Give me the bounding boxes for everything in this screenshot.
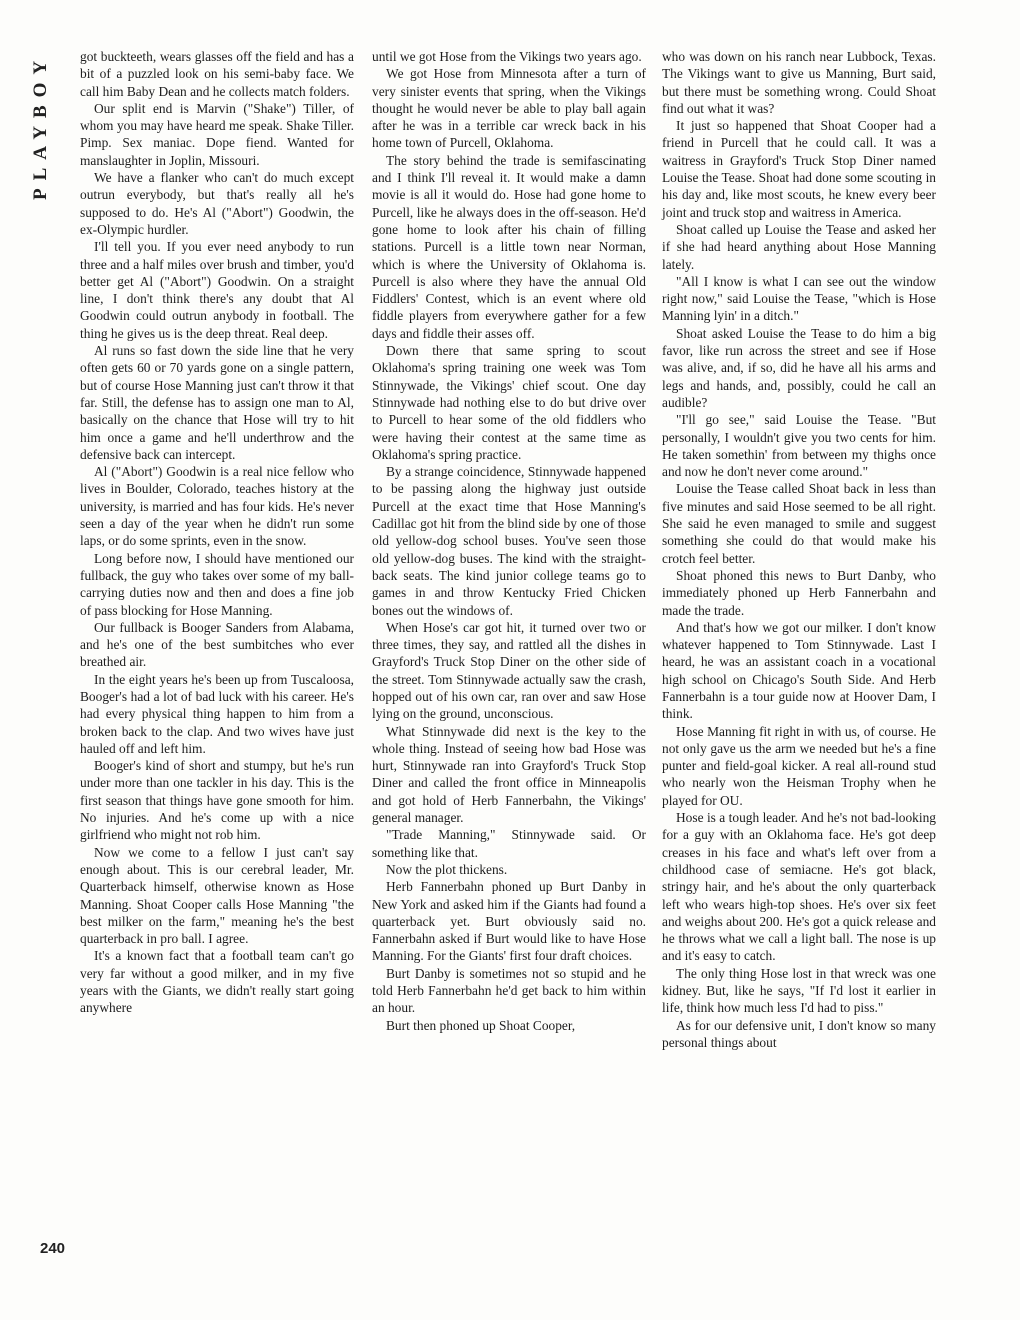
paragraph: Shoat called up Louise the Tease and asked her if she had heard anything about Hose Manning lately. <box>662 221 936 272</box>
paragraph: It's a known fact that a football team can't go very far without a good milker, and in my five years with the Giants, we didn't really start going anywhere <box>80 948 354 1016</box>
paragraph: Al runs so fast down the side line that he very often gets 60 or 70 yards gone on a single pattern, but of course Hose Manning just can't throw it that far. Still, the defense has to assign one man to Al, basically on the chance that Hose will try to hit him once a game and he'll underthrow and the defensive back can intercept. <box>80 343 354 462</box>
running-head <box>30 40 62 200</box>
paragraph: Down there that same spring to scout Oklahoma's spring training one week was Tom Stinnywade, the Vikings' chief scout. One day Stinnywade had nothing else to do but drive over to Purcell to hear some of the old fiddlers who were having their contest at the same time as Oklahoma's spring practice. <box>372 343 646 462</box>
paragraph: In the eight years he's been up from Tuscaloosa, Booger's had a lot of bad luck with his career. He's had every physical thing happen to him from a broken back to the clap. And two wives have just hauled off and left him. <box>80 671 354 756</box>
paragraph: "All I know is what I can see out the window right now," said Louise the Tease, "which is Hose Manning lyin' in a ditch." <box>662 273 936 324</box>
paragraph: By a strange coincidence, Stinnywade happened to be passing along the highway just outside Purcell at the exact time that Hose Manning's Cadillac got hit from the blind side by one of those old yellow-dog school buses. You've seen those old yellow-dog buses. The kind with the straight-back seats. The kind junior college teams go to games in and throw Kentucky Fried Chicken bones out the windows of. <box>372 464 646 618</box>
paragraph: Now we come to a fellow I just can't say enough about. This is our cerebral leader, Mr. Quarterback himself, otherwise known as Hose Manning. Shoat Cooper calls Hose Manning "the best milker on the farm," meaning he's the best quarterback in pro ball. I agree. <box>80 844 354 947</box>
paragraph: We got Hose from Minnesota after a turn of very sinister events that spring, when the Vikings thought he would never be able to play ball again after he was in a terrible car wreck back in his home town of Purcell, Oklahoma. <box>372 66 646 151</box>
paragraph: Now the plot thickens. <box>386 861 508 877</box>
text-column-2 <box>372 48 646 1034</box>
paragraph: We have a flanker who can't do much except outrun everybody, but that's really all he's supposed to do. He's Al ("Abort") Goodwin, the ex-Olympic hurdler. <box>80 170 354 237</box>
paragraph: until we got Hose from the Vikings two years ago. <box>372 49 642 64</box>
magazine-name: PLAYBOY <box>30 52 51 200</box>
text-column-1 <box>80 48 354 1017</box>
paragraph: When Hose's car got hit, it turned over two or three times, they say, and rattled all the dishes in Grayford's Truck Stop Diner on the other side of the street. Tom Stinnywade actually saw the crash, hopped out of his own car, ran over and saw Hose lying on the ground, unconscious. <box>372 619 646 722</box>
paragraph: Our fullback is Booger Sanders from Alabama, and he's one of the best sumbitches who ever breathed air. <box>80 619 354 670</box>
paragraph: "I'll go see," said Louise the Tease. "But personally, I wouldn't give you two cents for him. He taken somethin' from between my thighs once and now he don't never come around." <box>662 412 936 480</box>
paragraph: Hose is a tough leader. And he's not bad-looking for a guy with an Oklahoma face. He's got deep creases in his face and what's left over from a childhood case of semiacne. He's got black, stringy hair, and he's about the only quarterback left who wears high-top shoes. He's over six feet and weighs about 200. He's got a quick release and he throws what we call a light ball. The nose is up and it's easy to catch. <box>662 810 936 964</box>
paragraph: The story behind the trade is semifascinating and I think I'll reveal it. It would make a damn movie is all it would do. Hose had gone home to Purcell, like he always does in the off-season. He'd gone home to look after his chain of filling stations. Purcell is a little town near Norman, which is where the University of Oklahoma is. Purcell is also where they have the annual Old Fiddlers' Contest, which is an event where old fiddle players from everywhere gather for a few days and fiddle their asses off. <box>372 152 646 341</box>
paragraph: Long before now, I should have mentioned our fullback, the guy who takes over some of my ball-carrying duties now and then and does a fine job of pass blocking for Hose Manning. <box>80 550 354 618</box>
paragraph: Booger's kind of short and stumpy, but he's run under more than one tackler in his day. This is the first season that things have gone smooth for him. No injuries. And he's come up with a nice girlfriend who might not rob him. <box>80 758 354 843</box>
paragraph: Hose Manning fit right in with us, of course. He not only gave us the arm we needed but he's a fine punter and field-goal kicker. A real all-round stud who nearly won the Heisman Trophy when he played for OU. <box>662 723 936 808</box>
paragraph: got buckteeth, wears glasses off the field and has a bit of a puzzled look on his semi-baby face. We call him Baby Dean and he collects match folders. <box>80 49 354 99</box>
paragraph: Burt then phoned up Shoat Cooper, <box>386 1017 576 1033</box>
text-column-3 <box>662 48 936 1051</box>
page-number: 240 <box>40 1240 66 1257</box>
paragraph: It just so happened that Shoat Cooper had a friend in Purcell that he could call. It was a waitress in Grayford's Truck Stop Diner named Louise the Tease. Shoat had done some scouting in his day and, like most scouts, he knew every beer joint and truck stop and waitress in America. <box>662 118 936 220</box>
paragraph: Shoat asked Louise the Tease to do him a big favor, like run across the street and see if Hose was alive, and, if so, did he have all his arms and legs and hands, and, possibly, could he call an audible? <box>662 325 936 410</box>
paragraph: Herb Fannerbahn phoned up Burt Danby in New York and asked him if the Giants had found a quarterback yet. Burt obviously said no. Fannerbahn asked if Burt would like to have Hose Manning. For the Giants' first four draft choices. <box>372 879 646 964</box>
paragraph: Burt Danby is sometimes not so stupid and he told Herb Fannerbahn he'd get back to him within an hour. <box>372 965 646 1016</box>
paragraph: What Stinnywade did next is the key to the whole thing. Instead of seeing how bad Hose was hurt, Stinnywade ran into Grayford's Truck Stop Diner and called the front office in Minneapolis and got hold of Herb Fannerbahn, the Vikings' general manager. <box>372 723 646 826</box>
paragraph: I'll tell you. If you ever need anybody to run three and a half miles over brush and timber, you'd better get Al ("Abort") Goodwin. On a straight line, I don't think there's any doubt that Al Goodwin could outrun anybody in football. The thing he gives us is the deep threat. Real deep. <box>80 239 354 341</box>
paragraph: "Trade Manning," Stinnywade said. Or something like that. <box>372 827 646 860</box>
paragraph: Al ("Abort") Goodwin is a real nice fellow who lives in Boulder, Colorado, teaches history at the university, is married and has four kids. He's never seen a day of the year when he didn't run some laps, or do some sprints, even in the snow. <box>80 464 354 549</box>
paragraph: who was down on his ranch near Lubbock, Texas. The Vikings want to give us Manning, Burt said, but there must be something wrong. Could Shoat find out what it was? <box>662 49 936 116</box>
paragraph: As for our defensive unit, I don't know so many personal things about <box>662 1017 936 1050</box>
paragraph: And that's how we got our milker. I don't know whatever happened to Tom Stinnywade. Last I heard, he was an assistant coach in a vocational high school on Chicago's South Side. And Herb Fannerbahn is a tour guide now at Hoover Dam, I think. <box>662 619 936 722</box>
paragraph: Louise the Tease called Shoat back in less than five minutes and said Hose seemed to be all right. She said he even managed to smile and suggest something she could do that would make his crotch feel better. <box>662 481 936 566</box>
paragraph: Shoat phoned this news to Burt Danby, who immediately phoned up Herb Fannerbahn and made the trade. <box>662 567 936 618</box>
paragraph: Our split end is Marvin ("Shake") Tiller, of whom you may have heard me speak. Shake Tiller. Pimp. Sex maniac. Dope fiend. Wanted for manslaughter in Joplin, Missouri. <box>80 100 354 168</box>
paragraph: The only thing Hose lost in that wreck was one kidney. But, like he says, "If I'd lost it earlier in life, think how much less I'd had to piss." <box>662 965 936 1016</box>
